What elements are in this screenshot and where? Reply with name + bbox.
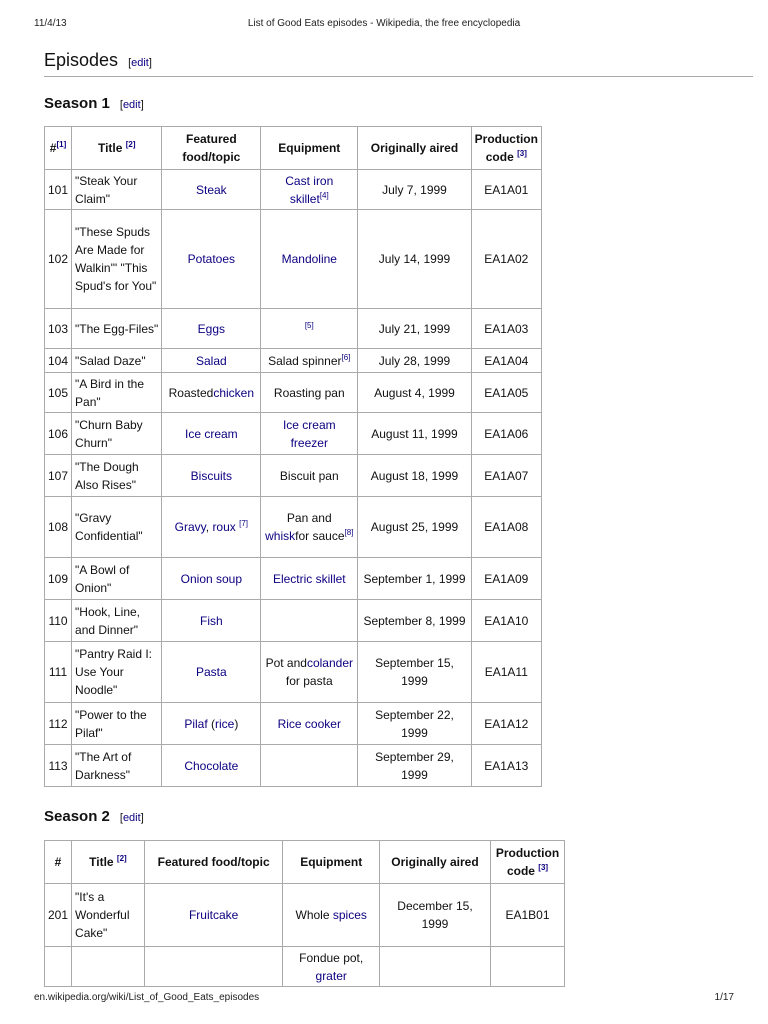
episode-equipment: Pot andcolander for pasta <box>261 642 358 703</box>
episode-title: "A Bowl of Onion" <box>72 558 162 600</box>
section-edit-link-wrapper: [edit] <box>128 57 152 69</box>
episode-code: EA1A04 <box>471 349 541 373</box>
episode-equipment: Salad spinner[6] <box>261 349 358 373</box>
episode-title: "The Egg-Files" <box>72 309 162 349</box>
food-link[interactable]: Eggs <box>197 321 226 336</box>
season-2-episode-table <box>44 840 565 987</box>
episode-code: EA1A13 <box>471 745 541 787</box>
food-link[interactable]: Potatoes <box>187 252 236 266</box>
episode-code: EA1B01 <box>491 884 565 947</box>
food-link[interactable]: Pasta <box>195 665 227 679</box>
equipment-link[interactable]: grater <box>315 969 347 983</box>
equipment-link[interactable]: Electric skillet <box>272 571 346 586</box>
episode-number: 111 <box>45 642 72 703</box>
episode-code: EA1A05 <box>471 373 541 413</box>
col-header-title[interactable]: Title [2] <box>72 127 162 170</box>
equipment-link[interactable]: Mandoline <box>281 252 337 266</box>
episode-title: "Pantry Raid I: Use Your Noodle" <box>72 642 162 703</box>
episode-food <box>162 558 261 600</box>
episode-number <box>45 947 72 987</box>
ref-link[interactable]: [3] <box>517 149 527 158</box>
episode-number: 106 <box>45 413 72 455</box>
print-url: en.wikipedia.org/wiki/List_of_Good_Eats_episodes <box>34 992 260 1003</box>
col-header-production-code[interactable]: Production code [3] <box>471 127 541 170</box>
episode-equipment <box>261 210 358 309</box>
print-header <box>34 18 734 32</box>
table-row <box>45 558 542 600</box>
episode-number: 102 <box>45 210 72 309</box>
episode-food <box>162 349 261 373</box>
episode-number: 104 <box>45 349 72 373</box>
col-header-equipment[interactable]: Equipment <box>283 841 379 884</box>
episode-food <box>162 642 261 703</box>
table-header-row <box>45 127 542 170</box>
ref-link[interactable]: [6] <box>341 352 351 362</box>
episode-code: EA1A01 <box>471 170 541 210</box>
episode-food <box>162 170 261 210</box>
equipment-link[interactable]: Cast iron skillet <box>285 173 334 206</box>
episode-title: "Churn Baby Churn" <box>72 413 162 455</box>
ref-link[interactable]: [2] <box>125 140 136 149</box>
episode-code: EA1A07 <box>471 455 541 497</box>
col-header-equipment[interactable]: Equipment <box>261 127 358 170</box>
food-link-2[interactable]: rice <box>215 716 235 731</box>
food-link[interactable]: Gravy <box>174 520 206 534</box>
season-1-episode-table <box>44 126 542 787</box>
episode-code: EA1A08 <box>471 497 541 558</box>
episode-number: 113 <box>45 745 72 787</box>
episode-aired <box>379 947 490 987</box>
ref-link[interactable]: [3] <box>538 863 549 872</box>
col-header-number[interactable]: # <box>45 841 72 884</box>
episode-number: 201 <box>45 884 72 947</box>
table-row <box>45 947 565 987</box>
episode-equipment <box>261 413 358 455</box>
food-link-2[interactable]: roux <box>212 520 236 534</box>
episode-aired: August 4, 1999 <box>358 373 471 413</box>
food-link[interactable]: chicken <box>213 385 255 400</box>
print-page-title: List of Good Eats episodes - Wikipedia, the free encyclopedia <box>247 18 521 29</box>
episode-number: 101 <box>45 170 72 210</box>
episode-food <box>162 455 261 497</box>
episode-aired: July 14, 1999 <box>358 210 471 309</box>
episode-number: 110 <box>45 600 72 642</box>
episode-equipment <box>261 745 358 787</box>
episode-aired: August 25, 1999 <box>358 497 471 558</box>
episode-number: 108 <box>45 497 72 558</box>
table-row <box>45 455 542 497</box>
equipment-link[interactable]: Rice cooker <box>277 716 341 731</box>
episode-food <box>144 947 283 987</box>
table-row <box>45 349 542 373</box>
episode-title: "Power to the Pilaf" <box>72 703 162 745</box>
episode-code: EA1A11 <box>471 642 541 703</box>
section-heading-episodes <box>44 50 753 77</box>
season-heading-2 <box>44 808 753 825</box>
col-header-production-code[interactable]: Production code [3] <box>491 841 565 884</box>
equipment-link[interactable]: Ice cream freezer <box>282 417 336 450</box>
ref-link[interactable]: [2] <box>116 854 127 863</box>
episode-equipment: Roasting pan <box>261 373 358 413</box>
table-row <box>45 170 542 210</box>
episode-food: Gravy, roux [7] <box>162 497 261 558</box>
edit-link-episodes[interactable]: edit <box>131 57 149 69</box>
table-row <box>45 497 542 558</box>
episode-aired: September 1, 1999 <box>358 558 471 600</box>
episode-aired: September 22, 1999 <box>358 703 471 745</box>
episode-title: "Steak Your Claim" <box>72 170 162 210</box>
episode-equipment <box>261 309 358 349</box>
episode-food <box>162 600 261 642</box>
episode-aired: July 28, 1999 <box>358 349 471 373</box>
episode-number: 105 <box>45 373 72 413</box>
food-link[interactable]: Pilaf <box>184 716 208 731</box>
food-link[interactable]: Salad <box>195 353 227 368</box>
table-row <box>45 210 542 309</box>
episode-food <box>144 884 283 947</box>
episode-code: EA1A03 <box>471 309 541 349</box>
table-row <box>45 413 542 455</box>
episode-title: "These Spuds Are Made for Walkin'" "This Spud's for You" <box>72 210 162 309</box>
episode-code: EA1A10 <box>471 600 541 642</box>
episode-number: 109 <box>45 558 72 600</box>
col-header-food[interactable]: Featured food/topic <box>162 127 261 170</box>
table-row <box>45 884 565 947</box>
table-row <box>45 642 542 703</box>
episode-title: "Gravy Confidential" <box>72 497 162 558</box>
food-link[interactable]: Chocolate <box>184 758 239 773</box>
col-header-aired[interactable]: Originally aired <box>379 841 490 884</box>
print-footer <box>34 992 734 1006</box>
equipment-link[interactable]: spices <box>332 908 367 922</box>
episode-title: "Hook, Line, and Dinner" <box>72 600 162 642</box>
season-edit-wrapper: [edit] <box>119 812 144 824</box>
food-link[interactable]: Biscuits <box>190 468 232 483</box>
episode-equipment <box>261 600 358 642</box>
equipment-link[interactable]: colander <box>306 656 353 670</box>
episode-code: EA1A06 <box>471 413 541 455</box>
ref-link[interactable]: [5] <box>304 320 314 330</box>
print-date: 11/4/13 <box>34 18 67 29</box>
episode-code <box>491 947 565 987</box>
col-header-number[interactable]: #[1] <box>45 127 72 170</box>
table-header-row <box>45 841 565 884</box>
episode-title: "Salad Daze" <box>72 349 162 373</box>
col-header-title[interactable]: Title [2] <box>72 841 145 884</box>
episode-equipment: Pan and whiskfor sauce[8] <box>261 497 358 558</box>
table-row <box>45 745 542 787</box>
episode-equipment <box>261 703 358 745</box>
episode-equipment <box>261 558 358 600</box>
table-row <box>45 373 542 413</box>
episode-food <box>162 309 261 349</box>
episode-equipment: Fondue pot, grater <box>283 947 379 987</box>
food-link[interactable]: Ice cream <box>184 426 238 441</box>
episode-equipment <box>261 170 358 210</box>
edit-link-season-1[interactable]: edit <box>122 99 141 111</box>
episode-title: "A Bird in the Pan" <box>72 373 162 413</box>
edit-link-season-2[interactable]: edit <box>122 812 141 824</box>
episode-number: 103 <box>45 309 72 349</box>
season-edit-wrapper: [edit] <box>119 99 144 111</box>
food-link[interactable]: Steak <box>195 182 227 197</box>
food-link[interactable]: Fish <box>200 613 223 628</box>
episode-aired: September 29, 1999 <box>358 745 471 787</box>
episode-title: "The Dough Also Rises" <box>72 455 162 497</box>
episode-food <box>162 413 261 455</box>
episode-equipment: Whole spices <box>283 884 379 947</box>
article-content <box>44 50 753 987</box>
episode-title <box>72 947 145 987</box>
food-link[interactable]: Fruitcake <box>188 908 239 922</box>
ref-link[interactable]: [4] <box>319 190 329 200</box>
episode-food: Pilaf (rice) <box>162 703 261 745</box>
episode-aired: December 15, 1999 <box>379 884 490 947</box>
episode-aired: July 21, 1999 <box>358 309 471 349</box>
episode-aired: September 15, 1999 <box>358 642 471 703</box>
food-link[interactable]: Onion soup <box>180 571 243 586</box>
season-title: Season 2 <box>44 808 110 825</box>
episode-title: "It's a Wonderful Cake" <box>72 884 145 947</box>
episode-aired: July 7, 1999 <box>358 170 471 210</box>
ref-link[interactable]: [1] <box>56 140 67 149</box>
episode-food <box>162 745 261 787</box>
episode-code: EA1A02 <box>471 210 541 309</box>
table-row <box>45 703 542 745</box>
season-title: Season 1 <box>44 95 110 112</box>
episode-number: 107 <box>45 455 72 497</box>
print-page-number: 1/17 <box>714 992 734 1003</box>
equipment-link[interactable]: whisk <box>265 529 296 543</box>
col-header-food[interactable]: Featured food/topic <box>144 841 283 884</box>
episode-equipment: Biscuit pan <box>261 455 358 497</box>
episode-food <box>162 210 261 309</box>
section-title: Episodes <box>44 50 119 70</box>
col-header-aired[interactable]: Originally aired <box>358 127 471 170</box>
table-row <box>45 309 542 349</box>
episode-aired: August 18, 1999 <box>358 455 471 497</box>
season-heading-1 <box>44 95 753 112</box>
episode-aired: August 11, 1999 <box>358 413 471 455</box>
episode-number: 112 <box>45 703 72 745</box>
table-row <box>45 600 542 642</box>
episode-aired: September 8, 1999 <box>358 600 471 642</box>
ref-link[interactable]: [7] <box>239 519 249 528</box>
episode-food: Roastedchicken <box>162 373 261 413</box>
ref-link[interactable]: [8] <box>344 528 354 537</box>
episode-code: EA1A12 <box>471 703 541 745</box>
episode-title: "The Art of Darkness" <box>72 745 162 787</box>
episode-code: EA1A09 <box>471 558 541 600</box>
